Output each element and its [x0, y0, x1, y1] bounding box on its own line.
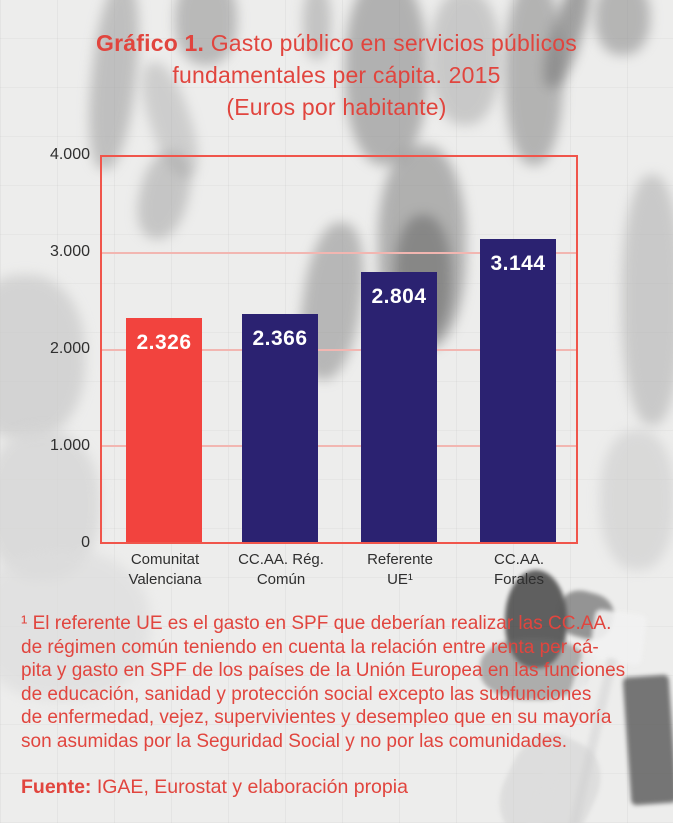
x-axis-label-line: CC.AA.: [493, 551, 544, 568]
x-axis-label-ccaa-forales: [454, 550, 584, 590]
y-axis-tick-1000: 1.000: [49, 437, 90, 454]
x-axis-label-comunitat-valenciana: [100, 550, 230, 590]
x-axis-label-line: Referente: [367, 551, 433, 568]
x-axis-label-line: Forales: [493, 571, 545, 588]
footnote-line: de régimen común teniendo en cuenta la relación entre renta per cá-: [21, 636, 599, 658]
bar-referente-ue: [361, 272, 437, 542]
y-axis-tick-0: 0: [81, 534, 90, 551]
chart-title-prefix: Gráfico 1.: [96, 30, 205, 56]
x-axis-label-line: UE¹: [387, 571, 413, 588]
footnote-line: de enfermedad, vejez, supervivientes y desempleo que en su mayoría: [21, 707, 612, 728]
bar-value-label: 3.144: [490, 252, 546, 276]
x-axis-label-line: Valenciana: [128, 571, 202, 588]
chart-title-line3: (Euros por habitante): [226, 94, 447, 120]
x-axis-label-line: Común: [256, 571, 306, 588]
chart-title-line1-rest: Gasto público en servicios públicos: [204, 30, 577, 56]
footnote-line: ¹ El referente UE es el gasto en SPF que deberían realizar las CC.AA.: [21, 613, 612, 634]
source-text: IGAE, Eurostat y elaboración propia: [91, 776, 408, 798]
x-axis-label-line: Comunitat: [130, 551, 200, 568]
chart-title: [0, 27, 673, 123]
footnote-line: de educación, sanidad y protección social excepto las subfunciones: [21, 683, 592, 705]
y-axis-tick-3000: 3.000: [49, 243, 90, 260]
bar-ccaa-forales: [480, 239, 556, 542]
footnote: [21, 612, 666, 753]
bar-value-label: 2.366: [252, 327, 308, 351]
bar-value-label: 2.804: [371, 285, 427, 309]
chart-title-line2: fundamentales per cápita. 2015: [172, 62, 501, 88]
x-axis-label-ccaa-regimen-comun: [216, 550, 346, 590]
bar-comunitat-valenciana: [126, 318, 202, 542]
source-line: [21, 776, 408, 799]
bar-value-label: 2.326: [136, 331, 192, 355]
footnote-line: pita y gasto en SPF de los países de la Unión Europea en las funciones: [21, 660, 626, 681]
source-prefix: Fuente:: [21, 776, 92, 798]
y-axis-tick-4000: 4.000: [49, 146, 90, 163]
plot-area: [100, 155, 578, 544]
y-axis-tick-2000: 2.000: [49, 340, 90, 357]
footnote-line: son asumidas por la Seguridad Social y no por las comunidades.: [21, 730, 568, 752]
x-axis-label-referente-ue: [335, 550, 465, 590]
chart-title-line1: [0, 27, 673, 59]
bar-ccaa-regimen-comun: [242, 314, 318, 542]
x-axis-label-line: CC.AA. Rég.: [238, 551, 324, 568]
